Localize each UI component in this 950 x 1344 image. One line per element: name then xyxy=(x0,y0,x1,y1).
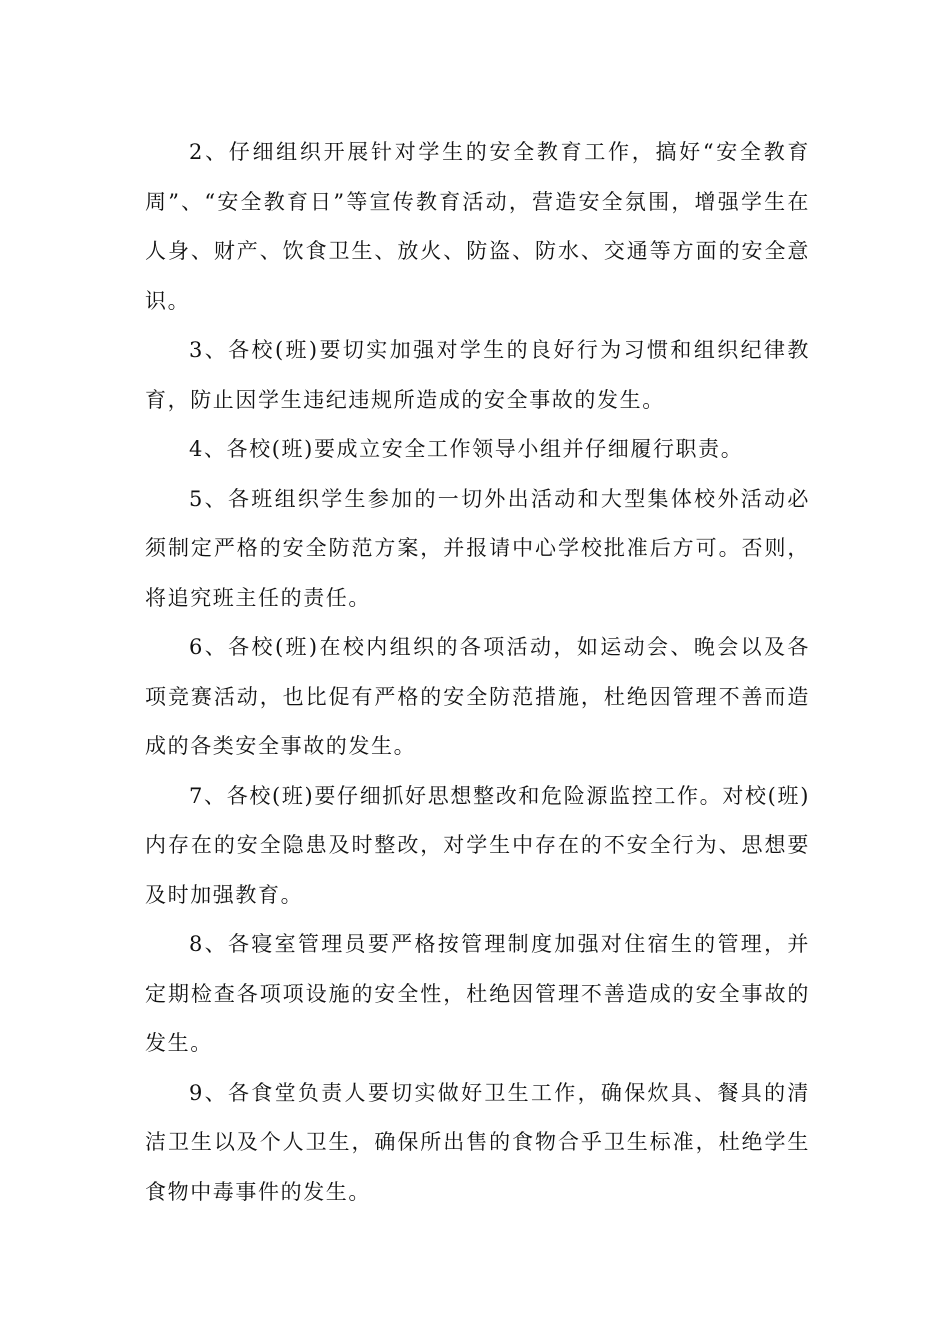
document-body xyxy=(145,128,810,1217)
paragraph-item-2: 2、仔细组织开展针对学生的安全教育工作，搞好“安全教育周”、“安全教育日”等宣传教育活动，营造安全氛围，增强学生在人身、财产、饮食卫生、放火、防盗、防水、交通等方面的安全意识。 xyxy=(145,140,810,313)
paragraph-item-9: 9、各食堂负责人要切实做好卫生工作，确保炊具、餐具的清洁卫生以及个人卫生，确保所出售的食物合乎卫生标准，杜绝学生食物中毒事件的发生。 xyxy=(145,1080,810,1204)
paragraph-item-3: 3、各校(班)要切实加强对学生的良好行为习惯和组织纪律教育，防止因学生违纪违规所造成的安全事故的发生。 xyxy=(145,338,810,412)
paragraph-item-6: 6、各校(班)在校内组织的各项活动，如运动会、晚会以及各项竞赛活动，也比促有严格的安全防范措施，杜绝因管理不善而造成的各类安全事故的发生。 xyxy=(145,635,810,758)
paragraph-item-8: 8、各寝室管理员要严格按管理制度加强对住宿生的管理，并定期检查各项项设施的安全性，杜绝因管理不善造成的安全事故的发生。 xyxy=(145,932,810,1055)
paragraph-item-7: 7、各校(班)要仔细抓好思想整改和危险源监控工作。对校(班)内存在的安全隐患及时整改，对学生中存在的不安全行为、思想要及时加强教育。 xyxy=(145,783,810,907)
paragraph-item-4: 4、各校(班)要成立安全工作领导小组并仔细履行职责。 xyxy=(189,437,744,461)
paragraph-item-5: 5、各班组织学生参加的一切外出活动和大型集体校外活动必须制定严格的安全防范方案，并报请中心学校批准后方可。否则，将追究班主任的责任。 xyxy=(145,486,810,610)
